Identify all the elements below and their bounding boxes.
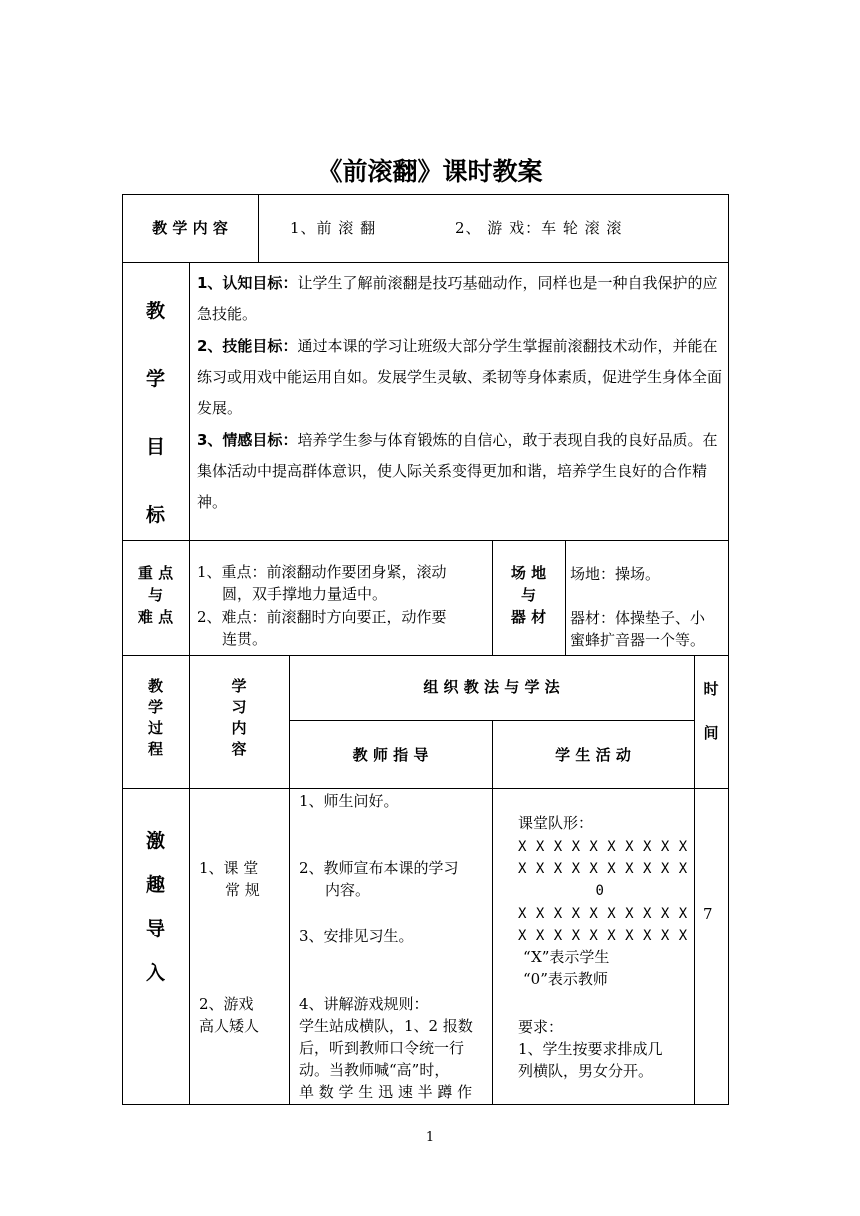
organization-header: 组 织 教 法 与 学 法 [423, 678, 560, 696]
content-label: 教 学 内 容 [152, 219, 228, 237]
legend-student: “X”表示学生 [523, 948, 610, 966]
page-title: 《前滚翻》课时教案 [317, 157, 543, 186]
objective-skill: 2、技能目标：通过本课的学习让班级大部分学生掌握前滚翻技术动作，并能在练习或用戏中能运用自如。发展学生灵敏、柔韧等身体素质，促进学生身体全面发展。 [197, 337, 723, 417]
requirements-label: 要求： [518, 1018, 564, 1036]
content-item-1: 1、前 滚 翻 [290, 219, 377, 237]
page-number: 1 [425, 1130, 435, 1145]
teacher-guidance-header: 教 师 指 导 [352, 746, 429, 764]
formation-label: 课堂队形： [518, 814, 594, 832]
teacher-step-3: 3、安排见习生。 [299, 927, 414, 945]
student-activity-header: 学 生 活 动 [555, 746, 631, 764]
objective-affective: 3、情感目标：培养学生参与体育锻炼的自信心，敢于表现自我的良好品质。在集体活动中提高群体意识，使人际关系变得更加和谐，培养学生良好的合作精神。 [197, 431, 718, 511]
intro-time: 7 [703, 905, 713, 923]
objective-cognitive: 1、认知目标：让学生了解前滚翻是技巧基础动作，同样也是一种自我保护的应急技能。 [197, 274, 718, 323]
teacher-step-1: 1、师生问好。 [299, 792, 399, 810]
content-item-2: 2、 游 戏：车 轮 滚 滚 [455, 219, 623, 237]
legend-teacher: “0”表示教师 [523, 970, 608, 988]
venue-text: 场地：操场。 [570, 565, 661, 583]
